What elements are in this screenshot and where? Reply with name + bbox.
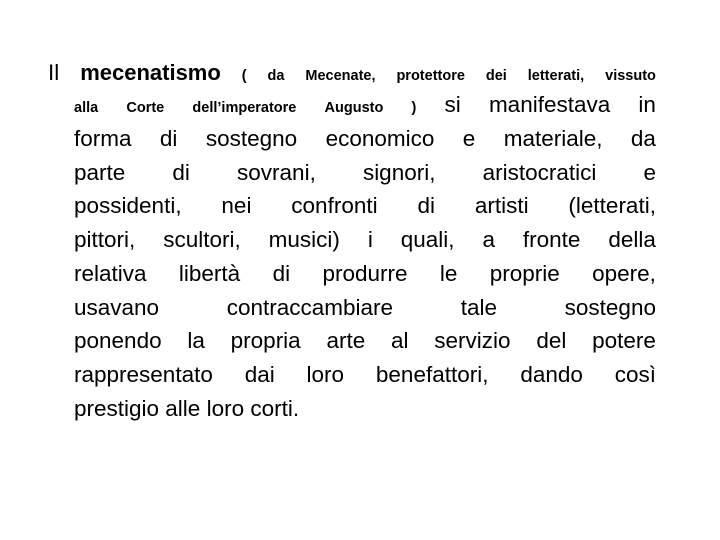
paragraph-line-9 xyxy=(74,325,656,357)
paragraph-line-3 xyxy=(74,123,656,155)
word: da xyxy=(630,126,656,151)
word: Mecenate, xyxy=(305,68,376,84)
word: letterati, xyxy=(527,68,585,84)
paragraph-line-4 xyxy=(74,157,656,189)
word: sostegno xyxy=(205,126,298,151)
word: signori, xyxy=(362,159,436,185)
word: manifestava xyxy=(488,92,611,117)
word: benefattori, xyxy=(375,361,489,387)
word: Il xyxy=(48,60,60,85)
paragraph-line-2 xyxy=(74,89,656,124)
word: sostegno xyxy=(564,294,656,320)
word: le xyxy=(439,260,458,286)
word: arte xyxy=(326,328,366,354)
word: (letterati, xyxy=(568,193,656,219)
word: confronti xyxy=(291,193,378,219)
paragraph-line-5 xyxy=(74,190,656,222)
paragraph-line-6 xyxy=(74,224,656,256)
word: Augusto xyxy=(324,100,384,116)
word: si xyxy=(444,92,461,117)
word: possidenti, xyxy=(74,193,182,219)
word: dando xyxy=(520,361,583,387)
word: loro xyxy=(306,361,345,387)
word: e xyxy=(462,126,476,151)
paragraph-line-7 xyxy=(74,258,656,290)
word: potere xyxy=(592,328,656,354)
word: e xyxy=(643,159,656,185)
word: usavano xyxy=(74,294,160,320)
word: dai xyxy=(244,361,275,387)
word: pittori, xyxy=(74,227,136,253)
paragraph-line-10 xyxy=(74,359,656,391)
word: fronte xyxy=(522,227,581,253)
word: ponendo xyxy=(74,328,162,354)
paragraph-last-line: prestigio alle loro corti. xyxy=(74,396,300,421)
word: della xyxy=(608,227,656,253)
word: dei xyxy=(485,68,507,84)
word: protettore xyxy=(396,68,465,84)
word: forma xyxy=(74,126,132,151)
word: del xyxy=(536,328,567,354)
word: nei xyxy=(221,193,252,219)
word: produrre xyxy=(322,260,408,286)
term-mecenatismo: mecenatismo xyxy=(80,60,221,85)
word: proprie xyxy=(489,260,560,286)
word: a xyxy=(482,227,495,253)
word: i xyxy=(367,227,373,253)
word: scultori, xyxy=(163,227,241,253)
word: aristocratici xyxy=(482,159,597,185)
word: sovrani, xyxy=(237,159,316,185)
word: contraccambiare xyxy=(226,294,394,320)
word: di xyxy=(417,193,435,219)
word: da xyxy=(267,68,285,84)
word: materiale, xyxy=(503,126,603,151)
word: la xyxy=(187,328,205,354)
word: ) xyxy=(411,100,417,116)
word: rappresentato xyxy=(74,361,213,387)
word: opere, xyxy=(592,260,656,286)
word: parte xyxy=(74,159,126,185)
word: musici) xyxy=(268,227,340,253)
word: in xyxy=(638,92,656,117)
word: vissuto xyxy=(605,68,656,84)
word: economico xyxy=(325,126,435,151)
word: libertà xyxy=(178,260,241,286)
word: alla xyxy=(74,100,99,116)
word: di xyxy=(172,159,190,185)
word: di xyxy=(159,126,178,151)
word: così xyxy=(614,361,656,387)
word: quali, xyxy=(400,227,455,253)
word: artisti xyxy=(474,193,529,219)
word: tale xyxy=(460,294,497,320)
word: al xyxy=(391,328,409,354)
word: di xyxy=(272,260,291,286)
paragraph-line-8 xyxy=(74,292,656,324)
word: Corte xyxy=(126,100,165,116)
word: relativa xyxy=(74,260,147,286)
word: ( xyxy=(241,68,247,84)
paragraph-line-1 xyxy=(48,57,656,92)
word: propria xyxy=(230,328,301,354)
word: dell’imperatore xyxy=(192,100,297,116)
word: servizio xyxy=(434,328,511,354)
